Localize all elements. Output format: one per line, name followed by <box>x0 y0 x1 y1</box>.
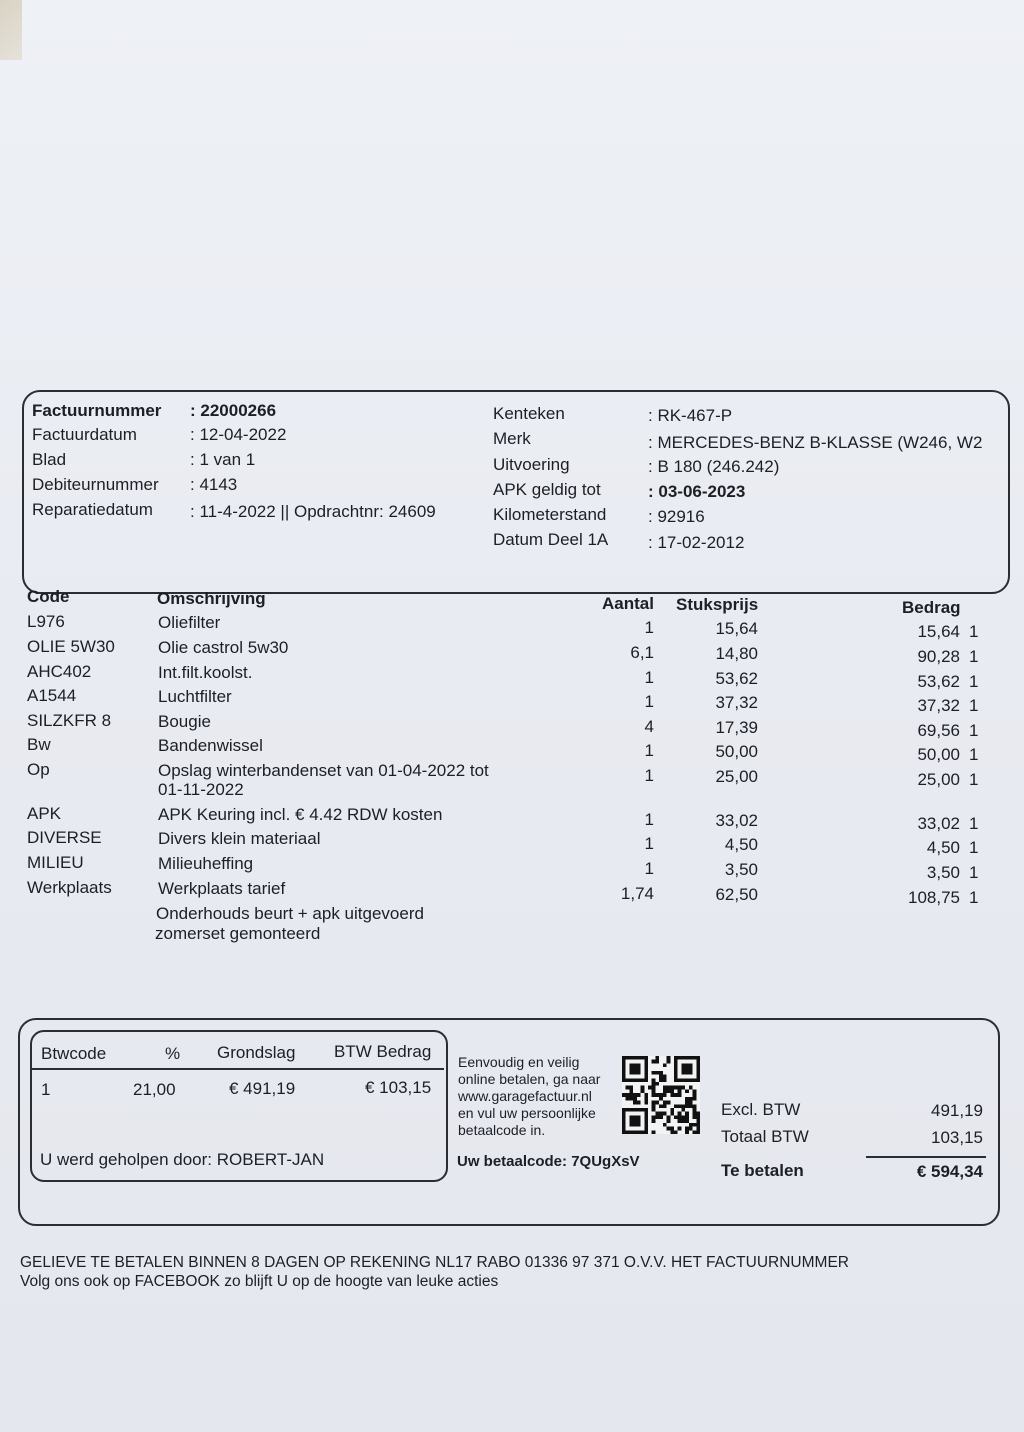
line-item-code: APK <box>27 804 62 823</box>
payment-instruction: GELIEVE TE BETALEN BINNEN 8 DAGEN OP REKENING NL17 RABO 01336 97 371 O.V.V. HET FACTUURNUMMER <box>20 1254 849 1271</box>
line-item-quantity: 1 <box>644 692 654 711</box>
work-note-line1: Onderhouds beurt + apk uitgevoerd <box>156 904 424 923</box>
line-item-vat-code: 1 <box>969 745 979 764</box>
qr-code-icon[interactable] <box>622 1056 700 1134</box>
vat-col-percent: % <box>165 1044 181 1063</box>
plate-value: : RK-467-P <box>648 406 733 425</box>
line-item-unit-price: 3,50 <box>724 860 758 879</box>
col-amount: Bedrag <box>902 598 961 617</box>
line-item-description: Milieuheffing <box>158 854 254 873</box>
line-item-quantity: 1 <box>644 741 654 760</box>
payment-text-5: betaalcode in. <box>458 1122 546 1138</box>
total-vat-label: Totaal BTW <box>721 1127 809 1146</box>
line-item-vat-code: 1 <box>969 888 979 907</box>
model-label: Uitvoering <box>493 455 570 474</box>
model-value: : B 180 (246.242) <box>648 457 780 476</box>
line-item-vat-code: 1 <box>969 672 979 691</box>
line-item-description: Werkplaats tarief <box>158 879 286 898</box>
vat-col-amount: BTW Bedrag <box>334 1042 432 1061</box>
line-item-quantity: 1 <box>644 766 654 785</box>
excl-vat-label: Excl. BTW <box>721 1100 801 1119</box>
line-item-amount: 69,56 <box>917 721 960 740</box>
line-item-unit-price: 15,64 <box>715 619 758 638</box>
helped-by: U werd geholpen door: ROBERT-JAN <box>40 1150 325 1169</box>
line-item-description-cont: 01-11-2022 <box>158 780 244 799</box>
line-item-amount: 37,32 <box>917 696 960 715</box>
line-item-code: DIVERSE <box>27 828 102 847</box>
payment-text-3: www.garagefactuur.nl <box>458 1088 592 1104</box>
line-item-description: Int.filt.koolst. <box>158 663 253 682</box>
brand-label: Merk <box>493 429 531 448</box>
line-item-description: APK Keuring incl. € 4.42 RDW kosten <box>158 805 443 824</box>
brand-value: : MERCEDES-BENZ B-KLASSE (W246, W2 <box>648 433 983 452</box>
line-item-unit-price: 17,39 <box>715 718 758 737</box>
line-item-description: Opslag winterbandenset van 01-04-2022 tot <box>158 761 489 780</box>
mileage-label: Kilometerstand <box>493 505 607 524</box>
mileage-value: : 92916 <box>648 507 705 526</box>
line-item-description: Olie castrol 5w30 <box>158 638 289 657</box>
line-item-unit-price: 4,50 <box>724 835 758 854</box>
line-item-code: A1544 <box>27 686 77 705</box>
debtor-number-label: Debiteurnummer <box>32 475 159 494</box>
debtor-number-value: : 4143 <box>190 475 238 494</box>
line-item-unit-price: 53,62 <box>715 669 758 688</box>
vat-col-base: Grondslag <box>217 1043 296 1062</box>
total-vat-value: 103,15 <box>931 1128 983 1147</box>
excl-vat-value: 491,19 <box>931 1101 983 1120</box>
line-item-code: OLIE 5W30 <box>27 637 115 656</box>
page-value: : 1 van 1 <box>190 450 256 469</box>
invoice-date-value: : 12-04-2022 <box>190 425 287 444</box>
line-item-amount: 53,62 <box>917 672 960 691</box>
repair-date-label: Reparatiedatum <box>32 500 153 519</box>
line-item-vat-code: 1 <box>969 696 979 715</box>
line-item-description: Bandenwissel <box>158 736 263 755</box>
line-item-unit-price: 25,00 <box>715 767 758 786</box>
line-item-vat-code: 1 <box>969 863 979 882</box>
line-item-vat-code: 1 <box>969 721 979 740</box>
line-item-vat-code: 1 <box>969 622 979 641</box>
amount-due-value: € 594,34 <box>916 1162 983 1181</box>
line-item-amount: 33,02 <box>917 814 960 833</box>
payment-code: Uw betaalcode: 7QUgXsV <box>457 1153 640 1170</box>
line-item-amount: 108,75 <box>908 888 960 907</box>
line-item-code: Werkplaats <box>27 878 112 897</box>
line-item-description: Bougie <box>158 712 211 731</box>
line-item-vat-code: 1 <box>969 770 979 789</box>
apk-valid-label: APK geldig tot <box>493 480 601 499</box>
paper-fold <box>0 0 22 60</box>
col-unit-price: Stuksprijs <box>676 595 759 614</box>
line-item-quantity: 4 <box>644 717 654 736</box>
line-item-unit-price: 62,50 <box>715 885 758 904</box>
date-part1a-value: : 17-02-2012 <box>648 533 745 552</box>
apk-valid-value: : 03-06-2023 <box>648 482 746 501</box>
line-item-amount: 90,28 <box>917 647 960 666</box>
line-item-code: L976 <box>27 612 65 631</box>
vat-header-divider <box>30 1068 444 1070</box>
col-code: Code <box>27 587 70 606</box>
invoice-number-value: : 22000266 <box>190 401 277 420</box>
line-item-quantity: 1,74 <box>620 884 654 903</box>
line-item-unit-price: 14,80 <box>715 644 758 663</box>
line-item-code: AHC402 <box>27 662 92 681</box>
line-item-code: SILZKFR 8 <box>27 711 112 730</box>
vat-row-code: 1 <box>41 1080 51 1099</box>
line-item-quantity: 1 <box>644 668 654 687</box>
plate-label: Kenteken <box>493 404 565 423</box>
line-item-description: Divers klein materiaal <box>158 829 321 848</box>
col-quantity: Aantal <box>602 594 654 613</box>
line-item-amount: 4,50 <box>926 838 960 857</box>
work-note-line2: zomerset gemonteerd <box>155 924 321 943</box>
line-item-unit-price: 50,00 <box>715 742 758 761</box>
line-item-unit-price: 37,32 <box>715 693 758 712</box>
line-item-amount: 25,00 <box>917 770 960 789</box>
line-item-unit-price: 33,02 <box>715 811 758 830</box>
page-label: Blad <box>32 450 67 469</box>
payment-text-2: online betalen, ga naar <box>458 1071 601 1087</box>
vat-row-base: € 491,19 <box>229 1079 296 1098</box>
line-item-quantity: 6,1 <box>630 643 654 662</box>
invoice-number-label: Factuurnummer <box>32 401 162 420</box>
facebook-note: Volg ons ook op FACEBOOK zo blijft U op de hoogte van leuke acties <box>20 1273 499 1290</box>
payment-text-4: en vul uw persoonlijke <box>458 1105 596 1121</box>
line-item-vat-code: 1 <box>969 838 979 857</box>
vat-row-amount: € 103,15 <box>365 1078 432 1097</box>
line-item-code: MILIEU <box>27 853 84 872</box>
date-part1a-label: Datum Deel 1A <box>493 530 609 549</box>
total-divider <box>866 1156 986 1158</box>
line-item-quantity: 1 <box>644 834 654 853</box>
line-item-amount: 15,64 <box>917 622 960 641</box>
line-item-description: Oliefilter <box>158 613 221 632</box>
col-description: Omschrijving <box>157 589 266 608</box>
invoice-date-label: Factuurdatum <box>32 425 137 444</box>
amount-due-label: Te betalen <box>721 1161 804 1180</box>
line-item-amount: 50,00 <box>917 745 960 764</box>
repair-date-value: : 11-4-2022 || Opdrachtnr: 24609 <box>190 502 436 521</box>
line-item-quantity: 1 <box>644 618 654 637</box>
line-item-vat-code: 1 <box>969 647 979 666</box>
vat-col-code: Btwcode <box>41 1044 107 1063</box>
payment-text-1: Eenvoudig en veilig <box>458 1054 580 1070</box>
line-item-code: Bw <box>27 735 51 754</box>
line-item-description: Luchtfilter <box>158 687 232 706</box>
line-item-code: Op <box>27 760 50 779</box>
line-item-quantity: 1 <box>644 859 654 878</box>
line-item-quantity: 1 <box>644 810 654 829</box>
vat-row-percent: 21,00 <box>133 1080 176 1099</box>
line-item-amount: 3,50 <box>926 863 960 882</box>
line-item-vat-code: 1 <box>969 814 979 833</box>
